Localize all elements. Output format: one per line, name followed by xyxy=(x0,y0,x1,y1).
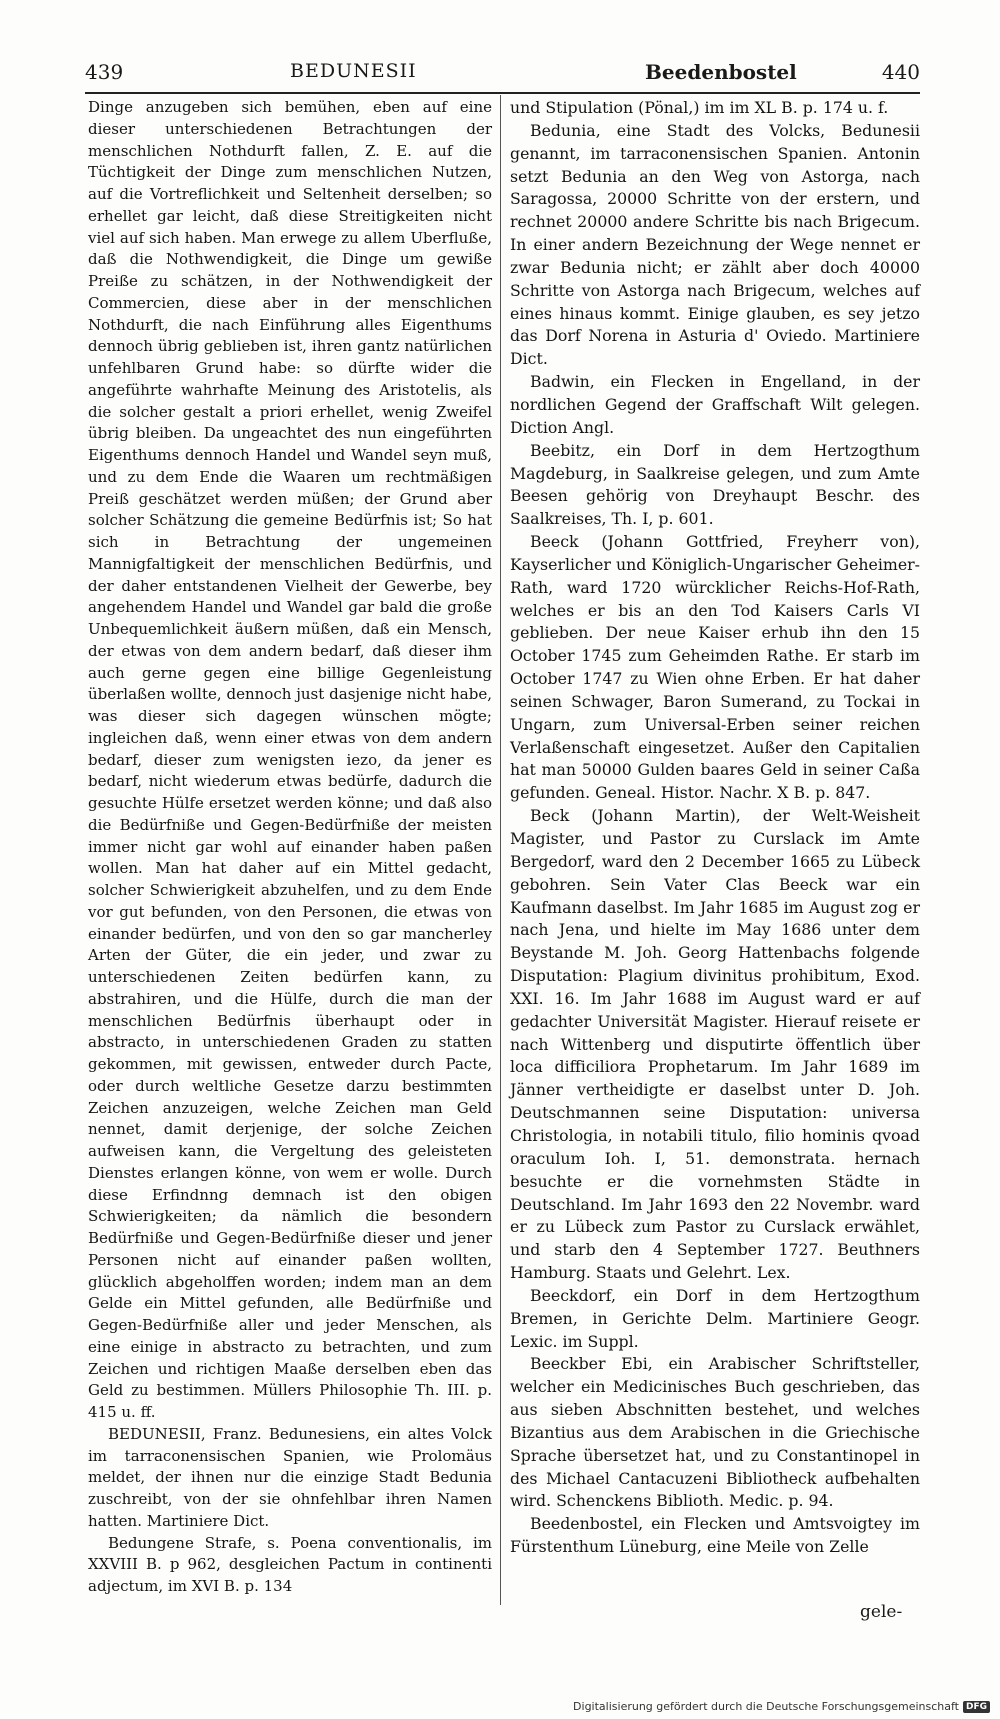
entry-bedunia: Bedunia, eine Stadt des Volcks, Bedunesii genannt, im tarraconensischen Spanien. Antonin setzt Bedunia an den Weg von Astorga, nach Saragossa, 20000 Schritte von der erstern, und rechnet 20000 andere Schritte bis nach Brigecum. In einer andern Bezeichnung der Wege nennet er zwar Bedunia nicht; er zählt aber doch 40000 Schritte von Astorga nach Brigecum, welches auf eines hinaus kommt. Einige glauben, es sey jetzo das Dorf Norena in Asturia d' Oviedo. Martiniere Dict. xyxy=(510,120,920,369)
catchword: gele- xyxy=(860,1602,903,1622)
column-divider xyxy=(500,95,501,1605)
dfg-logo-icon: DFG xyxy=(963,1701,990,1713)
footer-text: Digitalisierung gefördert durch die Deutsche Forschungsgemeinschaft xyxy=(573,1700,959,1713)
entry-badwin: Badwin, ein Flecken in Engelland, in der nordlichen Gegend der Graffschaft Wilt gelegen. Diction Angl. xyxy=(510,372,920,437)
right-page-number: 440 xyxy=(881,60,920,84)
left-column xyxy=(88,97,492,1598)
entry-beeck-johann-gottfried: Beeck (Johann Gottfried, Freyherr von), Kayserlicher und Königlich-Ungarischer Geheimer-Rath, ward 1720 würcklicher Reichs-Hof-Rath, welches er bis an den Tod Kaisers Carls VI geblieben. Der neue Kaiser erhub ihn den 15 October 1745 zum Geheimden Rathe. Er starb im October 1747 zu Wien ohne Erben. Er hat daher seinen Schwager, Baron Sumerand, zu Tockai in Ungarn, zum Universal-Erben seiner reichen Verlaßenschaft eingesetzet. Außer den Capitalien hat man 50000 Gulden baares Geld in seiner Caßa gefunden. Geneal. Histor. Nachr. X B. p. 847. xyxy=(510,532,920,803)
left-page-number: 439 xyxy=(85,60,124,84)
entry-beedenbostel: Beedenbostel, ein Flecken und Amtsvoigtey im Fürstenthum Lüneburg, eine Meile von Zelle xyxy=(510,1514,920,1557)
right-column xyxy=(510,97,920,1559)
entry-beeckdorf: Beeckdorf, ein Dorf in dem Hertzogthum Bremen, in Gerichte Delm. Martiniere Geogr. Lexic. im Suppl. xyxy=(510,1285,920,1351)
entry-bedunesii: BEDUNESII, Franz. Bedunesiens, ein altes Volck im tarraconensischen Spanien, wie Prolomäus meldet, der ihnen nur die einzige Stadt Bedunia zuschreibt, von der sie ohnfehlbar ihren Namen hatten. Martiniere Dict. xyxy=(88,1424,492,1530)
header-rule xyxy=(85,92,920,94)
entry-beebitz: Beebitz, ein Dorf in dem Hertzogthum Magdeburg, in Saalkreise gelegen, und zum Amte Beesen gehörig von Dreyhaupt Beschr. des Saalkreises, Th. I, p. 601. xyxy=(510,440,920,529)
entry-bedungene-strafe: Bedungene Strafe, s. Poena conventionalis, im XXVIII B. p 962, desgleichen Pactum in continenti adjectum, im XVI B. p. 134 xyxy=(88,1533,492,1595)
right-continuation: und Stipulation (Pönal,) im im XL B. p. 174 u. f. xyxy=(510,98,889,117)
footer xyxy=(573,1700,990,1713)
entry-beck-johann-martin: Beck (Johann Martin), der Welt-Weisheit Magister, und Pastor zu Curslack im Amte Bergedorf, ward den 2 December 1665 zu Lübeck gebohren. Sein Vater Clas Beeck war ein Kaufmann daselbst. Im Jahr 1685 im August zog er nach Jena, und hielte im May 1686 unter dem Beystande M. Joh. Georg Hattenbachs folgende Disputation: Plagium divinitus prohibitum, Exod. XXI. 16. Im Jahr 1688 im August ward er auf gedachter Universität Magister. Hierauf reisete er nach Wittenberg und disputirte öffentlich über loca difficiliora Prophetarum. Im Jahr 1689 im Jänner vertheidigte er daselbst unter D. Joh. Deutschmannen seine Disputation: universa Christologia, in notabili titulo, filio hominis qvoad oraculum Ioh. I, 51. demonstrata. hernach besuchte er die vornehmsten Städte in Deutschland. Im Jahr 1693 den 22 Novembr. ward er zu Lübeck zum Pastor zu Curslack erwählet, und starb den 4 September 1727. Beuthners Hamburg. Staats und Gelehrt. Lex. xyxy=(510,806,920,1283)
entry-beeckber-ebi: Beeckber Ebi, ein Arabischer Schriftsteller, welcher ein Medicinisches Buch geschrieben, das aus sieben Abschnitten bestehet, und welches Bizantius aus dem Arabischen in die Griechische Sprache übersetzet hat, und zu Constantinopel in des Michael Cantacuzeni Bibliotheck aufbehalten wird. Schenckens Biblioth. Medic. p. 94. xyxy=(510,1354,920,1511)
left-paragraph: Dinge anzugeben sich bemühen, eben auf eine dieser unterschiedenen Betrachtungen der menschlichen Nothdurft fallen, Z. E. auf die Tüchtigkeit der Dinge zum menschlichen Nutzen, auf die Vortreflichkeit und Seltenheit derselben; so erhellet gar leicht, daß diese Streitigkeiten nicht viel auf sich haben. Man erwege zu allem Uberfluße, daß die Nothwendigkeit, die Dinge um gewiße Preiße zu schätzen, in der Nothwendigkeit der Commercien, diese aber in der menschlichen Nothdurft, die nach Einführung alles Eigenthums dennoch übrig geblieben ist, ihren gantz natürlichen unfehlbaren Grund habe: so dürfte wider die angeführte wahrhafte Meinung des Aristotelis, als die solcher gestalt a priori erhellet, wenig Zweifel übrig bleiben. Da ungeachtet des nun eingeführten Eigenthums dennoch Handel und Wandel seyn muß, und zu dem Ende die Waaren um rechtmäßigen Preiß geschätzet werden müßen; der Grund aber solcher Schätzung die gemeine Bedürfnis ist; So hat sich in Betrachtung der ungemeinen Mannigfaltigkeit der menschlichen Bedürfnis, und der daher entstandenen Vielheit der Gewerbe, bey angehendem Handel und Wandel gar bald die große Unbequemlichkeit äußern müßen, daß ein Mensch, der etwas von dem andern bedarf, daß dieser ihm auch gerne gegen eine billige Gegenleistung überlaßen wollte, dennoch just dasjenige nicht habe, was dieser sich dagegen wünschen mögte; ingleichen daß, wenn einer etwas von dem andern bedarf, dieser zum wenigsten iezo, da jener es bedarf, nicht wiederum etwas bedürfe, dadurch die gesuchte Hülfe ersetzet werden könne; und daß also die Bedürfniße und Gegen-Bedürfniße der meisten immer nicht gar wohl auf einander haben paßen wollen. Man hat daher auf ein Mittel gedacht, solcher Schwierigkeit abzuhelfen, und zu dem Ende vor gut befunden, von den Personen, die etwas von einander bedürfen, und von den so gar mancherley Arten der Güter, die ein jeder, und zwar zu unterschiedenen Zeiten bedürfen kann, zu abstrahiren, und die Hülfe, durch die man der menschlichen Bedürfnis überhaupt oder in abstracto, in unterschiedenen Graden zu statten gekommen, mit gewissen, entweder durch Pacte, oder durch weltliche Gesetze darzu bestimmten Zeichen anzuzeigen, welche Zeichen man Geld nennet, damit derjenige, der solche Zeichen aufweisen kann, die Vergeltung des geleisteten Dienstes erlangen könne, von wem er wolle. Durch diese Erfindnng demnach ist den obigen Schwierigkeiten; da nämlich die besondern Bedürfniße und Gegen-Bedürfniße dieser und jener Personen nicht auf einander paßen wollten, glücklich abgeholffen worden; indem man an dem Gelde ein Mittel gefunden, alle Bedürfniße und Gegen-Bedürfniße aller und jeder Menschen, als eine einige in abstracto zu betrachten, und zum Zeichen und richtigen Maaße derselben eben das Geld zu bestimmen. Müllers Philosophie Th. III. p. 415 u. ff. xyxy=(88,98,492,1421)
right-running-title: Beedenbostel xyxy=(645,60,797,84)
page-header xyxy=(85,60,920,90)
left-running-title: BEDUNESII xyxy=(290,60,417,82)
